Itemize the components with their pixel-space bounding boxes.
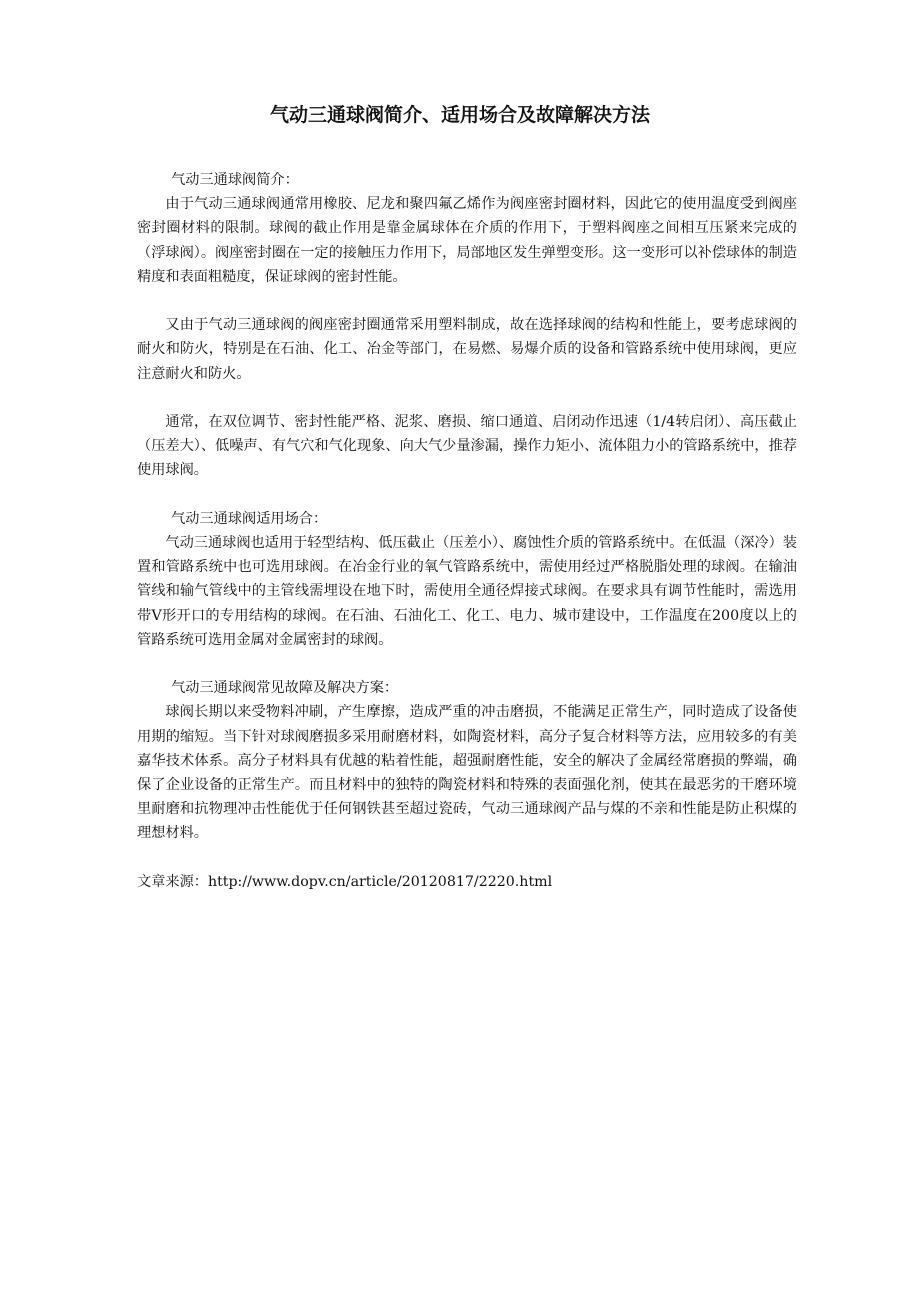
- paragraph-gap: [137, 289, 797, 313]
- applications-paragraph: 气动三通球阀也适用于轻型结构、低压截止（压差小）、腐蚀性介质的管路系统中。在低温（深冷）装置和管路系统中也可选用球阀。在冶金行业的氧气管路系统中，需使用经过严格脱脂处理的球阀。在输油管线和输气管线中的主管线需埋设在地下时，需使用全通径焊接式球阀。在要求具有调节性能时，需选用带V形开口的专用结构的球阀。在石油、石油化工、化工、电力、城市建设中，工作温度在200度以上的管路系统可选用金属对金属密封的球阀。: [137, 535, 797, 648]
- paragraph-gap: [137, 652, 797, 676]
- applications-heading: 气动三通球阀适用场合：: [171, 510, 328, 527]
- intro-paragraph-3: 通常，在双位调节、密封性能严格、泥浆、磨损、缩口通道、启闭动作迅速（1/4转启闭）、高压截止（压差大）、低噪声、有气穴和气化现象、向大气少量渗漏，操作力矩小、流体阻力小的管路系统中，推荐使用球阀。: [137, 414, 797, 479]
- article-source: 文章来源：http://www.dopv.cn/article/20120817/2220.html: [137, 873, 553, 890]
- paragraph-gap: [137, 483, 797, 507]
- faults-heading: 气动三通球阀常见故障及解决方案：: [171, 680, 399, 697]
- intro-paragraph-1: 由于气动三通球阀通常用橡胶、尼龙和聚四氟乙烯作为阀座密封圈材料，因此它的使用温度受到阀座密封圈材料的限制。球阀的截止作用是靠金属球体在介质的作用下，于塑料阀座之间相互压紧来完成的（浮球阀）。阀座密封圈在一定的接触压力作用下，局部地区发生弹塑变形。这一变形可以补偿球体的制造精度和表面粗糙度，保证球阀的密封性能。: [137, 196, 797, 285]
- paragraph-gap: [137, 386, 797, 410]
- intro-paragraph-2: 又由于气动三通球阀的阀座密封圈通常采用塑料制成，故在选择球阀的结构和性能上，要考虑球阀的耐火和防火，特别是在石油、化工、冶金等部门，在易燃、易爆介质的设备和管路系统中使用球阀，更应注意耐火和防火。: [137, 317, 797, 382]
- intro-heading: 气动三通球阀简介：: [171, 172, 299, 188]
- document-title: 气动三通球阀简介、适用场合及故障解决方法: [269, 104, 650, 126]
- faults-paragraph: 球阀长期以来受物料冲刷，产生摩擦，造成严重的冲击磨损，不能满足正常生产，同时造成了设备使用期的缩短。当下针对球阀磨损多采用耐磨材料，如陶瓷材料，高分子复合材料等方法，应用较多的有美嘉华技术体系。高分子材料具有优越的粘着性能，超强耐磨性能，安全的解决了金属经常磨损的弊端，确保了企业设备的正常生产。而且材料中的独特的陶瓷材料和特殊的表面强化剂，使其在最恶劣的干磨环境里耐磨和抗物理冲击性能优于任何钢铁甚至超过瓷砖，气动三通球阀产品与煤的不亲和性能是防止积煤的理想材料。: [137, 704, 797, 842]
- document-body: [137, 168, 797, 894]
- paragraph-gap: [137, 846, 797, 870]
